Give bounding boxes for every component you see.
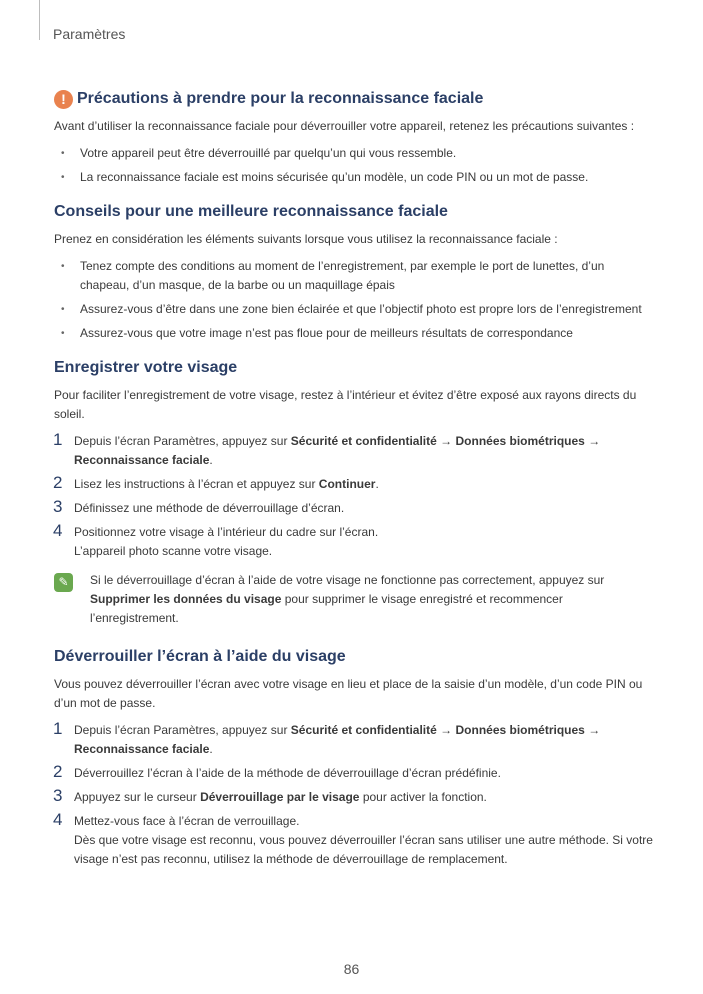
step-item: 1 Depuis l’écran Paramètres, appuyez sur Sécurité et confidentialité → Données biométriques → Reconnaissance faciale. — [53, 719, 601, 756]
step-number: 3 — [53, 497, 63, 516]
section-deverrouiller — [54, 646, 654, 869]
conseils-list — [54, 257, 654, 343]
warning-icon: ! — [54, 90, 73, 109]
step-number: 1 — [53, 430, 63, 449]
step-item: 2 Lisez les instructions à l’écran et appuyez sur Continuer. — [53, 473, 379, 492]
step-subtext: L’appareil photo scanne votre visage. — [74, 544, 273, 558]
step-subtext: Dès que votre visage est reconnu, vous pouvez déverrouiller l’écran sans utiliser une autre méthode. Si votre visage n’est pas reconnu, utilisez la méthode de déverrouillage de remplacement. — [74, 833, 653, 866]
menu-path-biometrics: Données biométriques — [455, 723, 585, 737]
list-item: • Tenez compte des conditions au moment de l’enregistrement, par exemple le port de lunettes, d’un chapeau, d’un masque, de la barbe ou un maquillage épais — [61, 259, 605, 292]
precautions-list — [54, 144, 654, 187]
step-number: 4 — [53, 521, 63, 540]
menu-path-face-recognition: Reconnaissance faciale — [74, 742, 210, 756]
section-enregistrer — [54, 357, 654, 628]
delete-face-data-label: Supprimer les données du visage — [90, 592, 282, 606]
step-item: 3 Définissez une méthode de déverrouillage d’écran. — [53, 497, 345, 516]
list-item: • Assurez-vous d’être dans une zone bien éclairée et que l’objectif photo est propre lors de l’enregistrement — [61, 302, 642, 316]
note-icon: ✎ — [54, 573, 73, 592]
precautions-intro: Avant d’utiliser la reconnaissance faciale pour déverrouiller votre appareil, retenez les précautions suivantes : — [54, 119, 635, 133]
step-item: 4 Mettez-vous face à l’écran de verrouillage. Dès que votre visage est reconnu, vous pouvez déverrouiller l’écran sans utiliser une autre méthode. Si votre visage n’est pas reconnu, utilisez la méthode de déverrouillage de remplacement. — [53, 810, 653, 866]
step-number: 4 — [53, 810, 63, 829]
menu-path-security: Sécurité et confidentialité — [290, 723, 437, 737]
deverrouiller-steps — [54, 721, 654, 869]
section-precautions — [54, 88, 654, 187]
deverrouiller-intro: Vous pouvez déverrouiller l’écran avec votre visage en lieu et place de la saisie d’un modèle, d’un code PIN ou d’un mot de passe. — [54, 677, 643, 710]
conseils-title: Conseils pour une meilleure reconnaissance faciale — [54, 203, 448, 220]
enregistrer-intro: Pour faciliter l’enregistrement de votre visage, restez à l’intérieur et évitez d’être exposé aux rayons directs du soleil. — [54, 388, 637, 421]
note-box: ✎ Si le déverrouillage d’écran à l’aide de votre visage ne fonctionne pas correctement, appuyez sur Supprimer les données du visage pour supprimer le visage enregistré et recommencer l’enregistrement. — [54, 571, 654, 628]
menu-path-security: Sécurité et confidentialité — [290, 434, 437, 448]
precautions-title: Précautions à prendre pour la reconnaissance faciale — [77, 90, 484, 107]
enregistrer-steps — [54, 432, 654, 561]
list-item: • La reconnaissance faciale est moins sécurisée qu’un modèle, un code PIN ou un mot de passe. — [61, 170, 589, 184]
step-number: 1 — [53, 719, 63, 738]
step-number: 2 — [53, 473, 63, 492]
step-item: 2 Déverrouillez l’écran à l’aide de la méthode de déverrouillage d’écran prédéfinie. — [53, 762, 501, 781]
face-unlock-toggle-label: Déverrouillage par le visage — [200, 790, 360, 804]
step-number: 3 — [53, 786, 63, 805]
precautions-heading — [54, 88, 654, 110]
step-number: 2 — [53, 762, 63, 781]
list-item: • Votre appareil peut être déverrouillé par quelqu’un qui vous ressemble. — [61, 146, 457, 160]
list-item: • Assurez-vous que votre image n’est pas floue pour de meilleurs résultats de correspondance — [61, 326, 573, 340]
menu-path-face-recognition: Reconnaissance faciale — [74, 453, 210, 467]
step-item: 3 Appuyez sur le curseur Déverrouillage par le visage pour activer la fonction. — [53, 786, 487, 805]
conseils-intro: Prenez en considération les éléments suivants lorsque vous utilisez la reconnaissance faciale : — [54, 232, 558, 246]
header-divider — [39, 0, 40, 40]
continue-label: Continuer — [318, 477, 376, 491]
header-title: Paramètres — [53, 26, 126, 42]
step-item: 1 Depuis l’écran Paramètres, appuyez sur Sécurité et confidentialité → Données biométriques → Reconnaissance faciale. — [53, 430, 601, 467]
page-number: 86 — [343, 961, 360, 977]
section-conseils — [54, 201, 654, 343]
step-item: 4 Positionnez votre visage à l’intérieur du cadre sur l’écran. L’appareil photo scanne votre visage. — [53, 521, 379, 558]
deverrouiller-title: Déverrouiller l’écran à l’aide du visage — [54, 648, 346, 665]
menu-path-biometrics: Données biométriques — [455, 434, 585, 448]
page-content — [54, 88, 654, 879]
enregistrer-title: Enregistrer votre visage — [54, 359, 238, 376]
